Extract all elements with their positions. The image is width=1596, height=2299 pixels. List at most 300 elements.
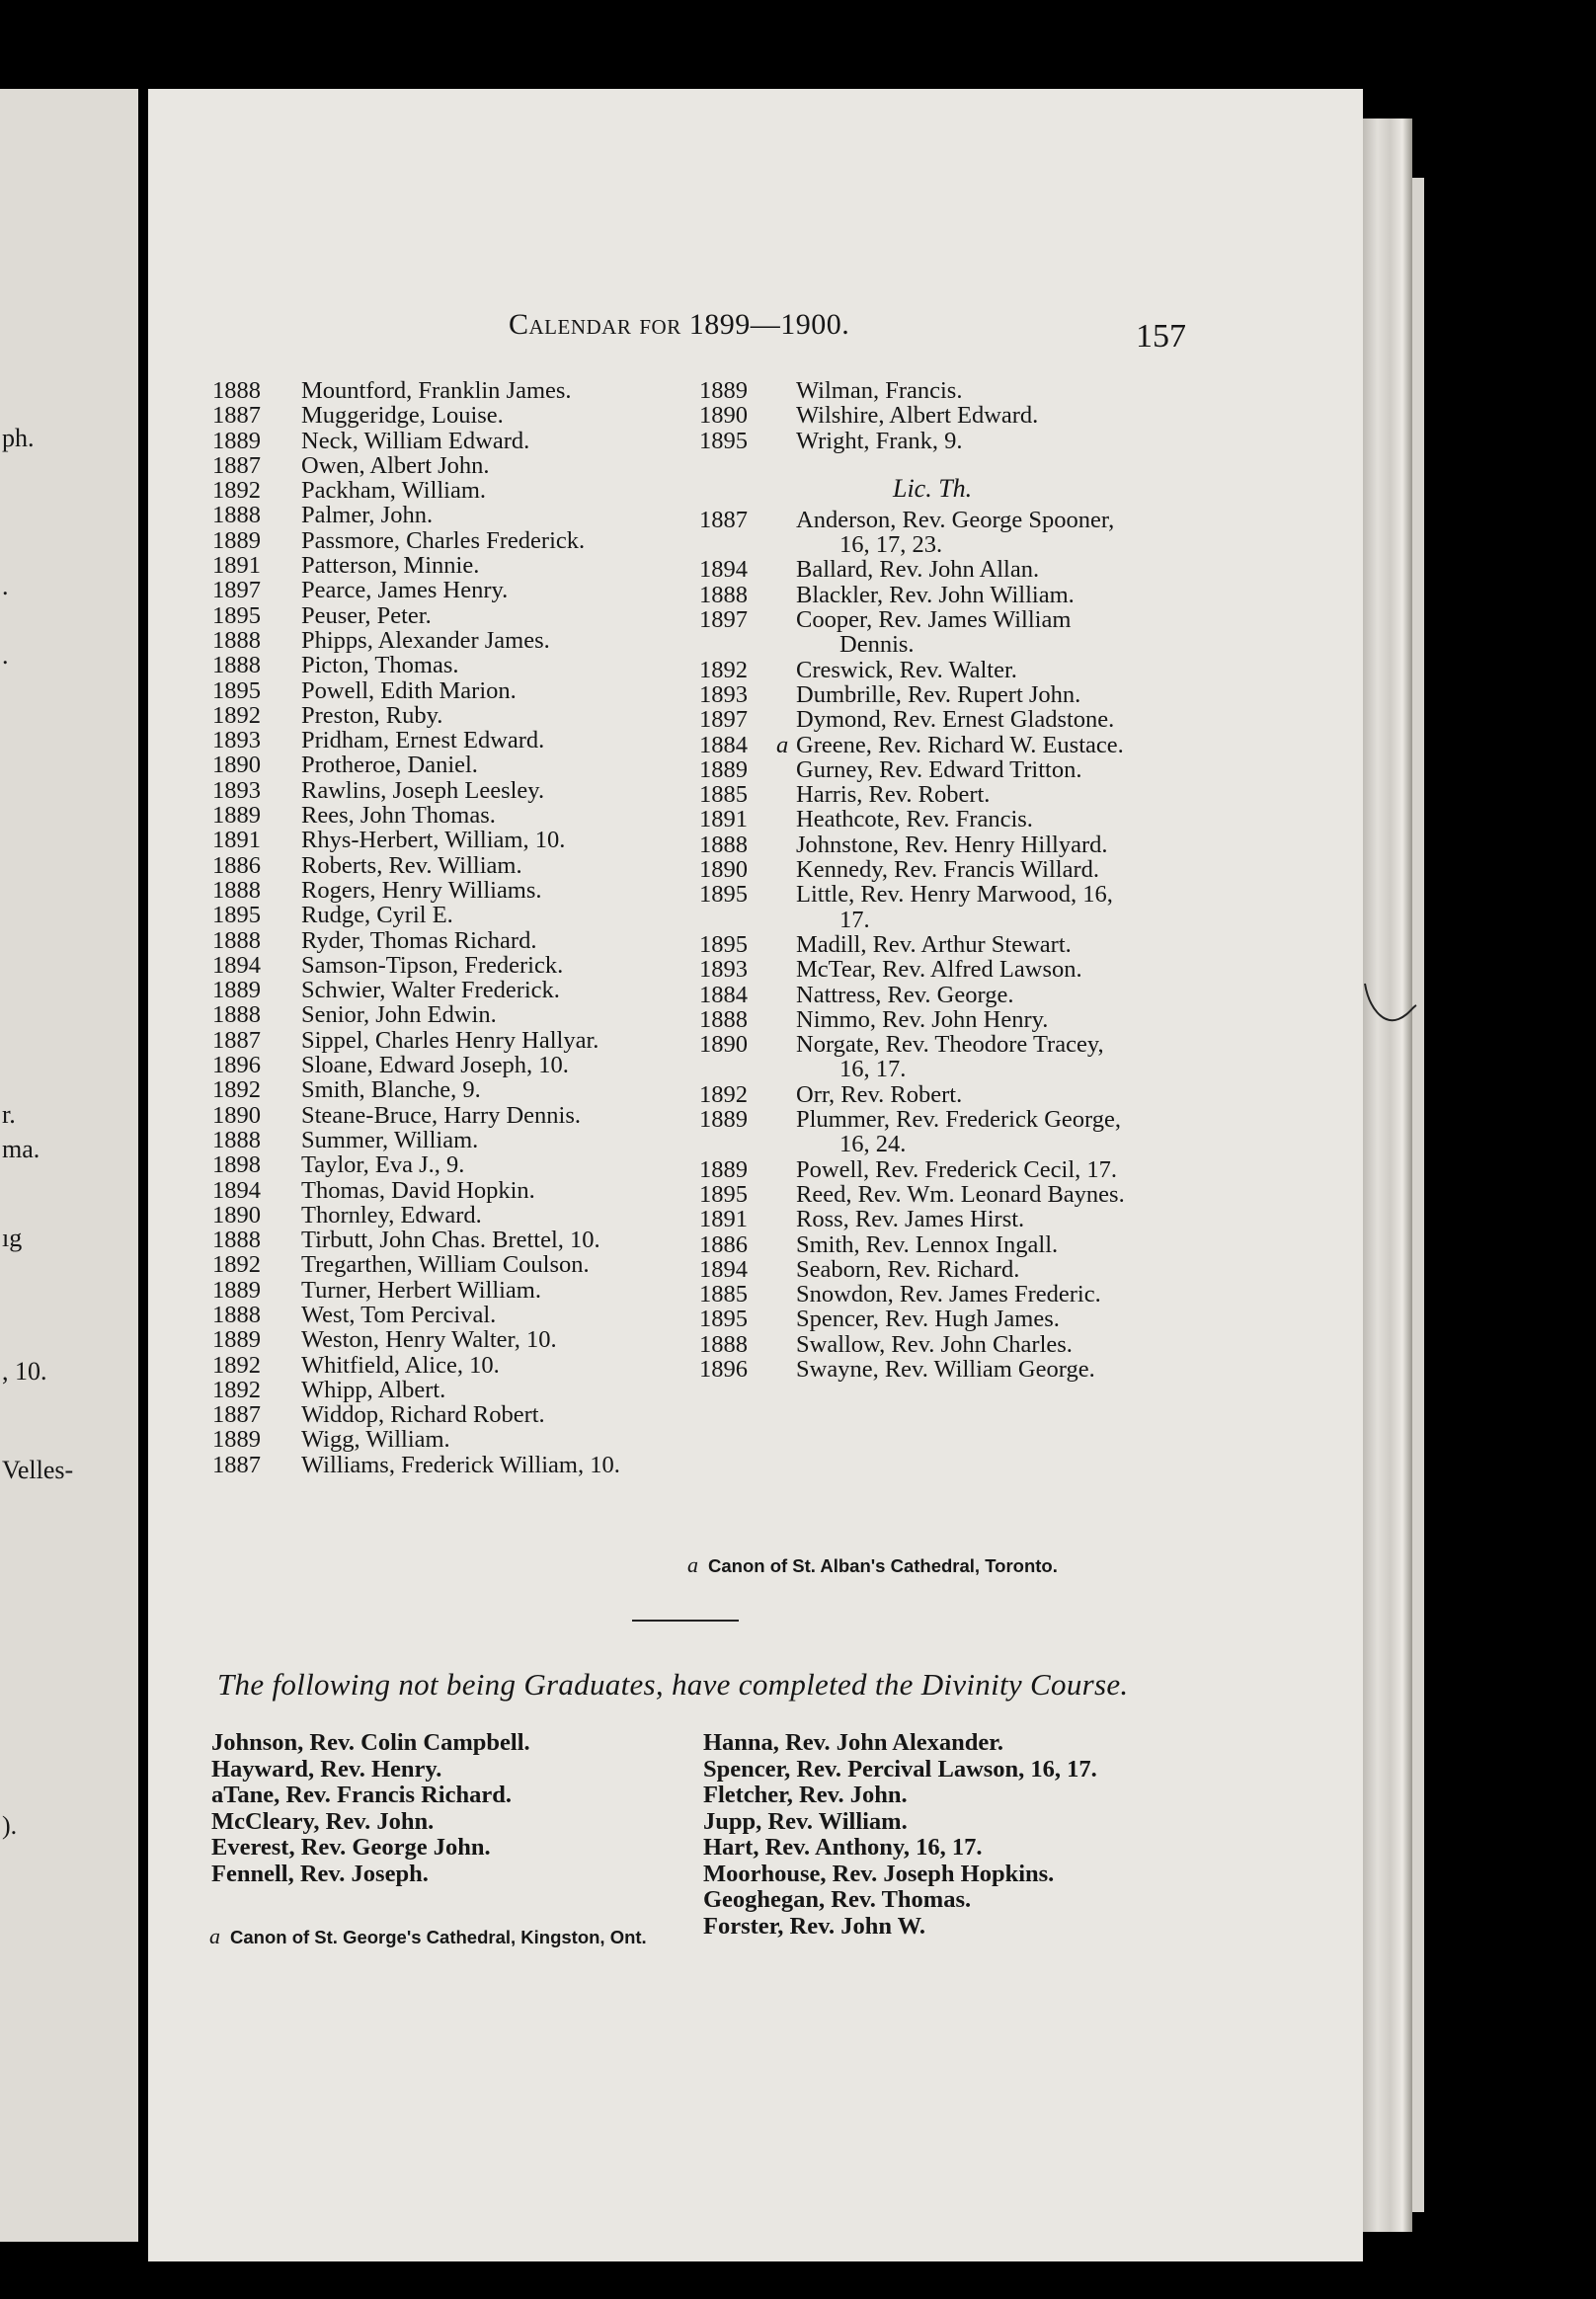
- list-item: [212, 953, 686, 978]
- entry-name: [796, 832, 1183, 857]
- entry-year: 1888: [212, 1126, 261, 1153]
- entry-year: 1893: [699, 680, 748, 708]
- entry-name: [796, 682, 1183, 707]
- list-item: [699, 1182, 1183, 1207]
- entry-year: 1887: [212, 1401, 261, 1429]
- facing-page-fragment: .: [2, 572, 9, 600]
- entry-year: 1890: [699, 856, 748, 884]
- list-item: [699, 707, 1183, 732]
- list-item: [699, 832, 1183, 857]
- entry-name-text: 16, 24.: [839, 1131, 907, 1158]
- list-item: [699, 429, 1183, 453]
- entry-year: 1889: [212, 977, 261, 1004]
- list-item: [212, 653, 686, 677]
- entry-name: [301, 1178, 686, 1203]
- list-item: Moorhouse, Rev. Joseph Hopkins.: [703, 1860, 1055, 1887]
- entry-name-text: Picton, Thomas.: [301, 652, 459, 679]
- list-item: [212, 1402, 686, 1427]
- entry-name: [796, 378, 1183, 403]
- entry-name: [301, 703, 686, 728]
- entry-year: 1898: [212, 1151, 261, 1179]
- entry-name-text: Widdop, Richard Robert.: [301, 1401, 545, 1429]
- entry-name: [796, 857, 1183, 882]
- entry-name-text: Orr, Rev. Robert.: [796, 1080, 963, 1108]
- list-item: [699, 403, 1183, 428]
- entry-year: 1895: [699, 881, 748, 909]
- entry-name-text: Schwier, Walter Frederick.: [301, 977, 560, 1004]
- entry-name-text: Muggeridge, Louise.: [301, 402, 504, 430]
- entry-name-text: Wilman, Francis.: [796, 377, 963, 404]
- list-item: Geoghegan, Rev. Thomas.: [703, 1886, 972, 1913]
- footnote-b-text: Canon of St. George's Cathedral, Kingston, Ont.: [230, 1927, 647, 1947]
- entry-name-text: Sloane, Edward Joseph, 10.: [301, 1052, 569, 1079]
- list-item: [212, 628, 686, 653]
- entry-year: 1889: [699, 755, 748, 783]
- header-calendar-word: Calendar: [509, 308, 632, 341]
- entry-name: [796, 1357, 1183, 1382]
- entry-year: 1895: [699, 1306, 748, 1333]
- entry-year: [699, 632, 796, 657]
- entry-year: 1885: [699, 781, 748, 809]
- list-item: [212, 803, 686, 828]
- footnote-a-marker: a: [687, 1552, 698, 1577]
- list-item: [212, 828, 686, 852]
- entry-name: [796, 1157, 1183, 1182]
- entry-name-text: Kennedy, Rev. Francis Willard.: [796, 856, 1100, 884]
- entry-name: [301, 603, 686, 628]
- list-item: [699, 1332, 1183, 1357]
- entry-name-text: Samson-Tipson, Frederick.: [301, 951, 564, 979]
- entry-name: [301, 1152, 686, 1177]
- entry-name: [796, 1182, 1183, 1207]
- entry-name: [301, 953, 686, 978]
- entry-name-text: Heathcote, Rev. Francis.: [796, 806, 1033, 833]
- footnote-alban: [687, 1552, 1058, 1578]
- list-item: [212, 1303, 686, 1327]
- entry-year: 1892: [212, 1376, 261, 1403]
- entry-name: [301, 828, 686, 852]
- entry-name: [301, 678, 686, 703]
- facing-page-fragment: Velles-: [2, 1456, 74, 1484]
- entry-year: 1888: [212, 377, 261, 404]
- entry-name-text: Snowdon, Rev. James Frederic.: [796, 1281, 1101, 1308]
- entry-name: [301, 1353, 686, 1378]
- list-item: [212, 1252, 686, 1277]
- list-item: [699, 532, 1183, 557]
- list-item: [699, 1007, 1183, 1032]
- list-item: [699, 557, 1183, 582]
- list-item: [699, 1032, 1183, 1057]
- entry-name: [301, 1028, 686, 1053]
- list-item: [699, 1132, 1183, 1156]
- list-item: [699, 1082, 1183, 1107]
- entry-name: [301, 1203, 686, 1228]
- entry-name: [301, 553, 686, 578]
- entry-name-text: Dennis.: [839, 631, 915, 659]
- entry-year: 1894: [212, 1176, 261, 1204]
- entry-name: [301, 528, 686, 553]
- entry-name: [796, 632, 1183, 657]
- entry-year: 1884: [699, 731, 748, 758]
- graduates-list-right: [699, 378, 1183, 1382]
- entry-name-text: Rees, John Thomas.: [301, 802, 496, 830]
- entry-year: 1890: [212, 1101, 261, 1129]
- list-item: [212, 853, 686, 878]
- list-item: [212, 778, 686, 803]
- facing-page-fragment: , 10.: [2, 1357, 47, 1386]
- list-item: [212, 1077, 686, 1102]
- entry-name: [796, 607, 1183, 632]
- entry-name: [301, 1252, 686, 1277]
- list-item: [699, 632, 1183, 657]
- list-item: [212, 753, 686, 777]
- list-item: [212, 528, 686, 553]
- list-item: [699, 378, 1183, 403]
- entry-name: [301, 429, 686, 453]
- entry-name-text: Whitfield, Alice, 10.: [301, 1351, 500, 1379]
- entry-year: 1888: [212, 1227, 261, 1254]
- entry-name: [796, 508, 1183, 532]
- entry-year: [699, 908, 796, 932]
- list-item: Fletcher, Rev. John.: [703, 1782, 908, 1808]
- list-item: [212, 1427, 686, 1452]
- entry-name-text: Williams, Frederick William, 10.: [301, 1451, 620, 1478]
- entry-name-text: Weston, Henry Walter, 10.: [301, 1326, 557, 1354]
- entry-name-text: Ballard, Rev. John Allan.: [796, 556, 1040, 584]
- entry-name-text: Tirbutt, John Chas. Brettel, 10.: [301, 1227, 600, 1254]
- list-item: Hanna, Rev. John Alexander.: [703, 1729, 1004, 1756]
- entry-name: [796, 1082, 1183, 1107]
- entry-name: [301, 1002, 686, 1027]
- entry-name: [301, 853, 686, 878]
- entry-year: 1893: [699, 956, 748, 984]
- entry-name: [301, 903, 686, 927]
- entry-name: [796, 429, 1183, 453]
- entry-year: [699, 1057, 796, 1081]
- entry-year: 1890: [212, 752, 261, 779]
- entry-name: [301, 578, 686, 602]
- facing-page-fragment: ).: [2, 1811, 18, 1840]
- entry-name-text: Senior, John Edwin.: [301, 1001, 497, 1029]
- entry-name-text: Madill, Rev. Arthur Stewart.: [796, 930, 1072, 958]
- list-item: [212, 553, 686, 578]
- section-title: The following not being Graduates, have completed the Divinity Course.: [217, 1667, 1129, 1702]
- page-edge: [1412, 178, 1424, 2212]
- entry-year: 1890: [212, 1201, 261, 1229]
- entry-name: [796, 658, 1183, 682]
- list-item: [699, 583, 1183, 607]
- entry-year: 1895: [212, 601, 261, 629]
- list-item: [699, 1357, 1183, 1382]
- entry-name: [796, 1332, 1183, 1357]
- entry-year: [699, 1132, 796, 1156]
- entry-name-text: Gurney, Rev. Edward Tritton.: [796, 755, 1082, 783]
- entry-name: [301, 978, 686, 1002]
- list-item: [699, 882, 1183, 907]
- entry-name: [796, 1282, 1183, 1307]
- facing-page-fragment: r.: [2, 1100, 16, 1129]
- entry-year: 1888: [699, 831, 748, 858]
- list-item: [699, 1257, 1183, 1282]
- entry-name: [796, 957, 1183, 982]
- list-item: Fennell, Rev. Joseph.: [211, 1860, 429, 1887]
- entry-name-text: Spencer, Rev. Hugh James.: [796, 1306, 1060, 1333]
- list-item: Hart, Rev. Anthony, 16, 17.: [703, 1834, 983, 1861]
- entry-name-text: Harris, Rev. Robert.: [796, 781, 991, 809]
- list-item: [699, 807, 1183, 832]
- facing-page-fragment: ıg: [2, 1224, 23, 1252]
- list-item: [212, 928, 686, 953]
- list-item: [699, 1282, 1183, 1307]
- entry-name-text: Thomas, David Hopkin.: [301, 1176, 535, 1204]
- entry-name: [796, 932, 1183, 957]
- entry-year: 1890: [699, 1031, 748, 1059]
- list-item: [699, 1157, 1183, 1182]
- list-item: Spencer, Rev. Percival Lawson, 16, 17.: [703, 1755, 1097, 1783]
- entry-name-text: Mountford, Franklin James.: [301, 377, 572, 404]
- entry-name-text: Wilshire, Albert Edward.: [796, 402, 1039, 430]
- entry-name-text: West, Tom Percival.: [301, 1301, 497, 1328]
- facing-page-fragment: ph.: [2, 424, 35, 452]
- list-item: [699, 782, 1183, 807]
- header-years: 1899—1900.: [688, 308, 850, 341]
- entry-year: 1897: [212, 577, 261, 604]
- entry-name-text: Blackler, Rev. John William.: [796, 581, 1075, 608]
- entry-name: [796, 583, 1183, 607]
- entry-year: 1888: [699, 1005, 748, 1033]
- entry-year: 1892: [212, 1251, 261, 1279]
- entry-year: 1888: [699, 581, 748, 608]
- entry-name-text: Powell, Rev. Frederick Cecil, 17.: [796, 1155, 1118, 1183]
- entry-name: [301, 1128, 686, 1152]
- entry-name: [301, 778, 686, 803]
- entry-name-text: Summer, William.: [301, 1126, 479, 1153]
- list-item: [212, 1453, 686, 1477]
- entry-year: 1887: [699, 506, 748, 533]
- page-number: 157: [1136, 318, 1186, 355]
- list-item: [212, 1278, 686, 1303]
- entry-year: 1892: [212, 701, 261, 729]
- entry-name-text: Wigg, William.: [301, 1426, 450, 1454]
- list-item: [699, 857, 1183, 882]
- entry-year: 1886: [212, 851, 261, 879]
- entry-name-text: Reed, Rev. Wm. Leonard Baynes.: [796, 1180, 1125, 1208]
- entry-year: 1893: [212, 776, 261, 804]
- entry-name-text: Phipps, Alexander James.: [301, 626, 550, 654]
- entry-name-text: 16, 17.: [839, 1056, 907, 1083]
- entry-year: 1889: [212, 526, 261, 554]
- entry-year: 1895: [212, 902, 261, 929]
- entry-year: 1887: [212, 1451, 261, 1478]
- list-item: [699, 908, 1183, 932]
- graduates-list-left: [212, 378, 686, 1477]
- entry-year: 1892: [699, 656, 748, 683]
- entry-name: [301, 1327, 686, 1352]
- entry-name: [301, 403, 686, 428]
- entry-name-text: Owen, Albert John.: [301, 451, 490, 479]
- list-item: aTane, Rev. Francis Richard.: [211, 1782, 512, 1808]
- entry-year: 1887: [212, 402, 261, 430]
- entry-name: [796, 1007, 1183, 1032]
- entry-name-text: Little, Rev. Henry Marwood, 16,: [796, 881, 1113, 909]
- footnote-a-text: Canon of St. Alban's Cathedral, Toronto.: [708, 1555, 1058, 1576]
- list-item: [699, 733, 1183, 757]
- entry-year: 1891: [212, 552, 261, 580]
- list-item: Everest, Rev. George John.: [211, 1834, 491, 1861]
- list-item: [212, 678, 686, 703]
- entry-name: [796, 707, 1183, 732]
- entry-name: [301, 1053, 686, 1077]
- entry-year: 1888: [212, 926, 261, 954]
- entry-year: 1889: [699, 1155, 748, 1183]
- list-item: [699, 1207, 1183, 1231]
- entry-year: 1885: [699, 1281, 748, 1308]
- entry-name-text: Greene, Rev. Richard W. Eustace.: [796, 731, 1124, 758]
- entry-name-text: Rawlins, Joseph Leesley.: [301, 776, 545, 804]
- list-item: [212, 453, 686, 478]
- list-item: Johnson, Rev. Colin Campbell.: [211, 1729, 530, 1756]
- entry-name-text: Preston, Ruby.: [301, 701, 443, 729]
- entry-name-text: Neck, William Edward.: [301, 427, 530, 454]
- entry-year: 1888: [212, 626, 261, 654]
- entry-year: 1887: [212, 1026, 261, 1054]
- list-item: [212, 578, 686, 602]
- entry-name: [796, 807, 1183, 832]
- entry-year: 1894: [212, 951, 261, 979]
- entry-name: [301, 1427, 686, 1452]
- entry-name: [796, 532, 1183, 557]
- list-item: [212, 1152, 686, 1177]
- entry-name: [796, 1132, 1183, 1156]
- non-graduates-list-right: [703, 1730, 1097, 1940]
- entry-name: [301, 503, 686, 527]
- entry-name-text: Peuser, Peter.: [301, 601, 432, 629]
- entry-year: 1896: [212, 1052, 261, 1079]
- entry-name: [796, 983, 1183, 1007]
- list-item: [212, 1203, 686, 1228]
- header-for-word: for: [639, 308, 681, 341]
- entry-year: 1894: [699, 556, 748, 584]
- list-item: [212, 403, 686, 428]
- entry-name: [796, 1107, 1183, 1132]
- entry-year: 1895: [699, 930, 748, 958]
- entry-year: 1895: [212, 676, 261, 704]
- entry-name-text: Thornley, Edward.: [301, 1201, 482, 1229]
- entry-name-text: Dymond, Rev. Ernest Gladstone.: [796, 706, 1115, 734]
- entry-name-text: Nattress, Rev. George.: [796, 981, 1014, 1008]
- entry-name: [796, 882, 1183, 907]
- entry-year: 1891: [212, 827, 261, 854]
- entry-name: [301, 803, 686, 828]
- entry-name: [796, 908, 1183, 932]
- list-item: [212, 1128, 686, 1152]
- list-item: McCleary, Rev. John.: [211, 1807, 435, 1835]
- entry-year: 1889: [699, 1106, 748, 1134]
- entry-name: [301, 1077, 686, 1102]
- entry-year: 1884: [699, 981, 748, 1008]
- entry-name-text: Turner, Herbert William.: [301, 1276, 541, 1304]
- entry-name: [776, 731, 1183, 758]
- list-item: Jupp, Rev. William.: [703, 1807, 908, 1835]
- entry-name-text: Nimmo, Rev. John Henry.: [796, 1005, 1049, 1033]
- entry-year: 1892: [212, 1351, 261, 1379]
- entry-year: [699, 532, 796, 557]
- list-item: [699, 682, 1183, 707]
- entry-name: [301, 1402, 686, 1427]
- list-item: [212, 603, 686, 628]
- entry-name-text: Roberts, Rev. William.: [301, 851, 522, 879]
- entry-name-text: Norgate, Rev. Theodore Tracey,: [796, 1031, 1104, 1059]
- list-item: [212, 429, 686, 453]
- running-header: [509, 308, 849, 342]
- footnote-b-marker: a: [209, 1924, 220, 1948]
- list-item: [212, 503, 686, 527]
- entry-name: [796, 557, 1183, 582]
- list-item: [212, 1378, 686, 1402]
- entry-name: [796, 1032, 1183, 1057]
- entry-name: [796, 1057, 1183, 1081]
- entry-year: 1888: [699, 1330, 748, 1358]
- list-item: [212, 378, 686, 403]
- entry-year: 1889: [212, 802, 261, 830]
- entry-name: [301, 1303, 686, 1327]
- list-item: Hayward, Rev. Henry.: [211, 1755, 442, 1783]
- entry-name-text: Anderson, Rev. George Spooner,: [796, 506, 1115, 533]
- entry-name-text: Cooper, Rev. James William: [796, 606, 1072, 634]
- entry-name-text: Smith, Rev. Lennox Ingall.: [796, 1230, 1059, 1258]
- list-item: [212, 903, 686, 927]
- entry-year: 1895: [699, 1180, 748, 1208]
- entry-name: [301, 1228, 686, 1252]
- list-item: [699, 957, 1183, 982]
- entry-year: 1889: [699, 377, 748, 404]
- entry-year: 1897: [699, 706, 748, 734]
- entry-name-text: Wright, Frank, 9.: [796, 427, 963, 454]
- entry-name-text: Swayne, Rev. William George.: [796, 1355, 1095, 1383]
- list-item: [699, 1232, 1183, 1257]
- entry-year: 1891: [699, 1206, 748, 1233]
- list-item: [212, 978, 686, 1002]
- list-item: [699, 1057, 1183, 1081]
- entry-name-text: Tregarthen, William Coulson.: [301, 1251, 590, 1279]
- entry-year: 1888: [212, 876, 261, 904]
- entry-name-text: Patterson, Minnie.: [301, 552, 480, 580]
- entry-name: [301, 928, 686, 953]
- list-item: [212, 1228, 686, 1252]
- entry-year: 1890: [699, 402, 748, 430]
- list-item: [212, 878, 686, 903]
- entry-name: [796, 1232, 1183, 1257]
- entry-name-text: Passmore, Charles Frederick.: [301, 526, 586, 554]
- list-item: Forster, Rev. John W.: [703, 1912, 926, 1940]
- entry-name-text: Palmer, John.: [301, 502, 434, 529]
- entry-name-text: Johnstone, Rev. Henry Hillyard.: [796, 831, 1108, 858]
- entry-name-text: Creswick, Rev. Walter.: [796, 656, 1017, 683]
- page-edge-shadow: [1363, 119, 1412, 2232]
- entry-year: 1888: [212, 652, 261, 679]
- entry-name-text: Packham, William.: [301, 477, 487, 505]
- entry-year: 1892: [212, 477, 261, 505]
- entry-name: [796, 1207, 1183, 1231]
- list-item: [699, 607, 1183, 632]
- list-item: [212, 1103, 686, 1128]
- entry-year: 1888: [212, 1001, 261, 1029]
- entry-name-text: Plummer, Rev. Frederick George,: [796, 1106, 1122, 1134]
- entry-name-text: Seaborn, Rev. Richard.: [796, 1255, 1020, 1283]
- entry-year: 1889: [212, 1326, 261, 1354]
- ink-mark: [1361, 978, 1420, 1037]
- entry-year: 1892: [699, 1080, 748, 1108]
